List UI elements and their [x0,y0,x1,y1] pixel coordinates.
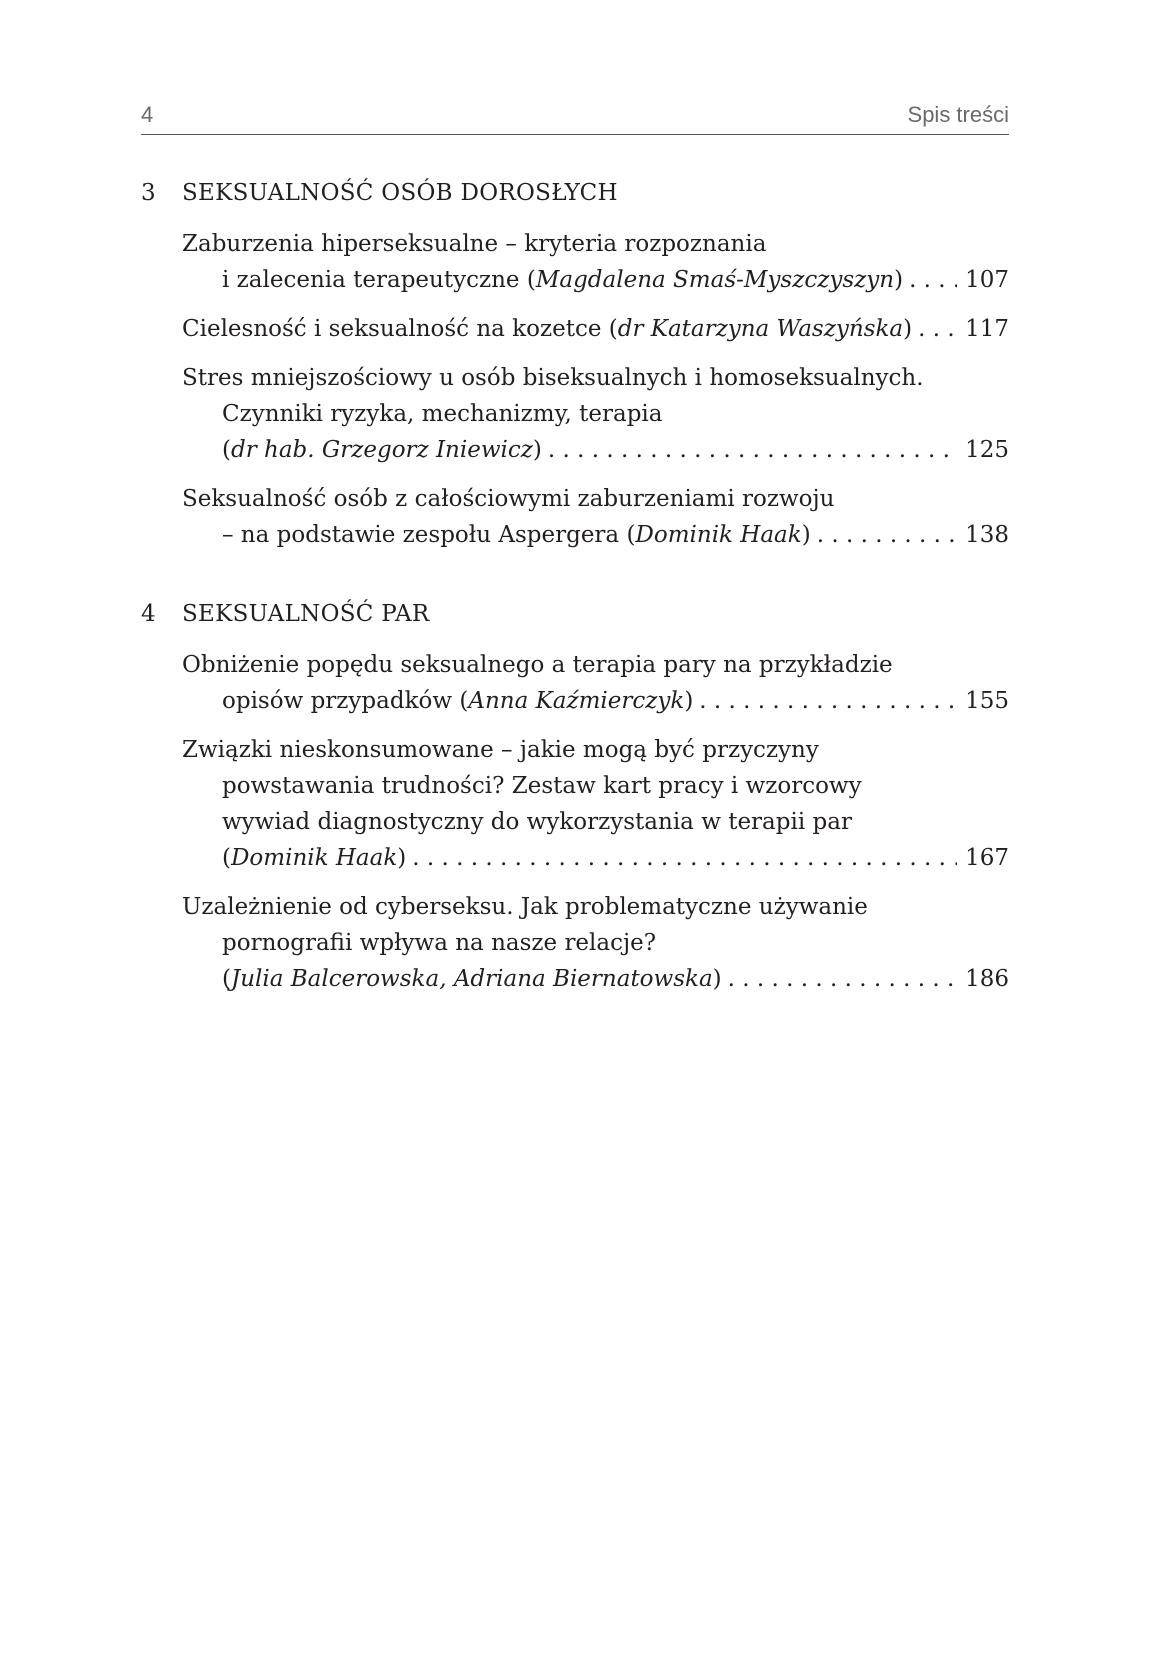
running-title: Spis treści [907,102,1009,127]
toc-entry[interactable] [182,311,1009,347]
dot-leader [699,683,957,719]
entry-title-line: Uzależnienie od cyberseksu. Jak problematyczne używanie [182,894,868,920]
entry-page-number: 138 [965,522,1009,548]
dot-leader [918,311,957,347]
entry-title-line: Cielesność i seksualność na kozetce ( [182,316,618,342]
dot-leader [412,840,957,876]
toc-entry[interactable] [182,732,1009,876]
dot-leader [817,517,957,553]
entry-title-line: powstawania trudności? Zestaw kart pracy i wzorcowy [222,773,862,799]
section-number: 4 [141,601,156,627]
entry-author: Anna Kaźmierczyk [468,688,685,714]
toc-entry[interactable] [182,226,1009,298]
entry-author: Dominik Haak [230,845,398,871]
toc-entry[interactable] [182,647,1009,719]
section-heading [141,601,1009,627]
entry-close-paren: ) [894,267,904,293]
entry-page-number: 107 [965,267,1009,293]
entry-open-paren: ( [222,966,231,992]
toc-entry[interactable] [182,481,1009,553]
entry-close-paren: ) [684,688,694,714]
entry-close-paren: ) [712,966,722,992]
entry-title-line: Zaburzenia hiperseksualne – kryteria rozpoznania [182,231,767,257]
dot-leader [548,432,957,468]
entry-close-paren: ) [801,522,811,548]
entry-close-paren: ) [532,437,542,463]
entry-close-paren: ) [903,316,913,342]
toc-section-3 [141,180,1009,553]
section-title: SEKSUALNOŚĆ PAR [182,601,430,627]
running-head [141,96,1009,135]
entry-title-line: Czynniki ryzyka, mechanizmy, terapia [222,401,663,427]
entry-page-number: 117 [965,316,1009,342]
entry-author: Magdalena Smaś-Myszczyszyn [535,267,895,293]
entry-open-paren: ( [222,845,231,871]
entry-page-number: 167 [965,845,1009,871]
entry-author: dr hab. Grzegorz Iniewicz [230,437,533,463]
entry-page-number: 186 [965,966,1009,992]
toc-entry[interactable] [182,360,1009,468]
page-number: 4 [141,102,154,127]
entry-author: dr Katarzyna Waszyńska [617,316,904,342]
section-heading [141,180,1009,206]
entry-title-line: wywiad diagnostyczny do wykorzystania w terapii par [222,809,852,835]
toc-entry[interactable] [182,889,1009,997]
dot-leader [728,961,957,997]
entry-title-line: Seksualność osób z całościowymi zaburzeniami rozwoju [182,486,835,512]
entry-title-line: – na podstawie zespołu Aspergera ( [222,522,636,548]
entry-page-number: 155 [965,688,1009,714]
section-number: 3 [141,180,156,206]
entry-author: Julia Balcerowska, Adriana Biernatowska [230,966,713,992]
entry-title-line: Obniżenie popędu seksualnego a terapia pary na przykładzie [182,652,893,678]
entry-open-paren: ( [222,437,231,463]
entry-close-paren: ) [397,845,407,871]
entry-title-line: opisów przypadków ( [222,688,469,714]
entry-title-line: pornografii wpływa na nasze relacje? [222,930,657,956]
entry-title-line: Stres mniejszościowy u osób biseksualnych i homoseksualnych. [182,365,924,391]
entry-title-line: i zalecenia terapeutyczne ( [222,267,536,293]
entry-title-line: Związki nieskonsumowane – jakie mogą być przyczyny [182,737,819,763]
toc-section-4 [141,601,1009,997]
dot-leader [909,262,957,298]
section-title: SEKSUALNOŚĆ OSÓB DOROSŁYCH [182,180,618,206]
entry-page-number: 125 [965,437,1009,463]
entry-author: Dominik Haak [635,522,802,548]
